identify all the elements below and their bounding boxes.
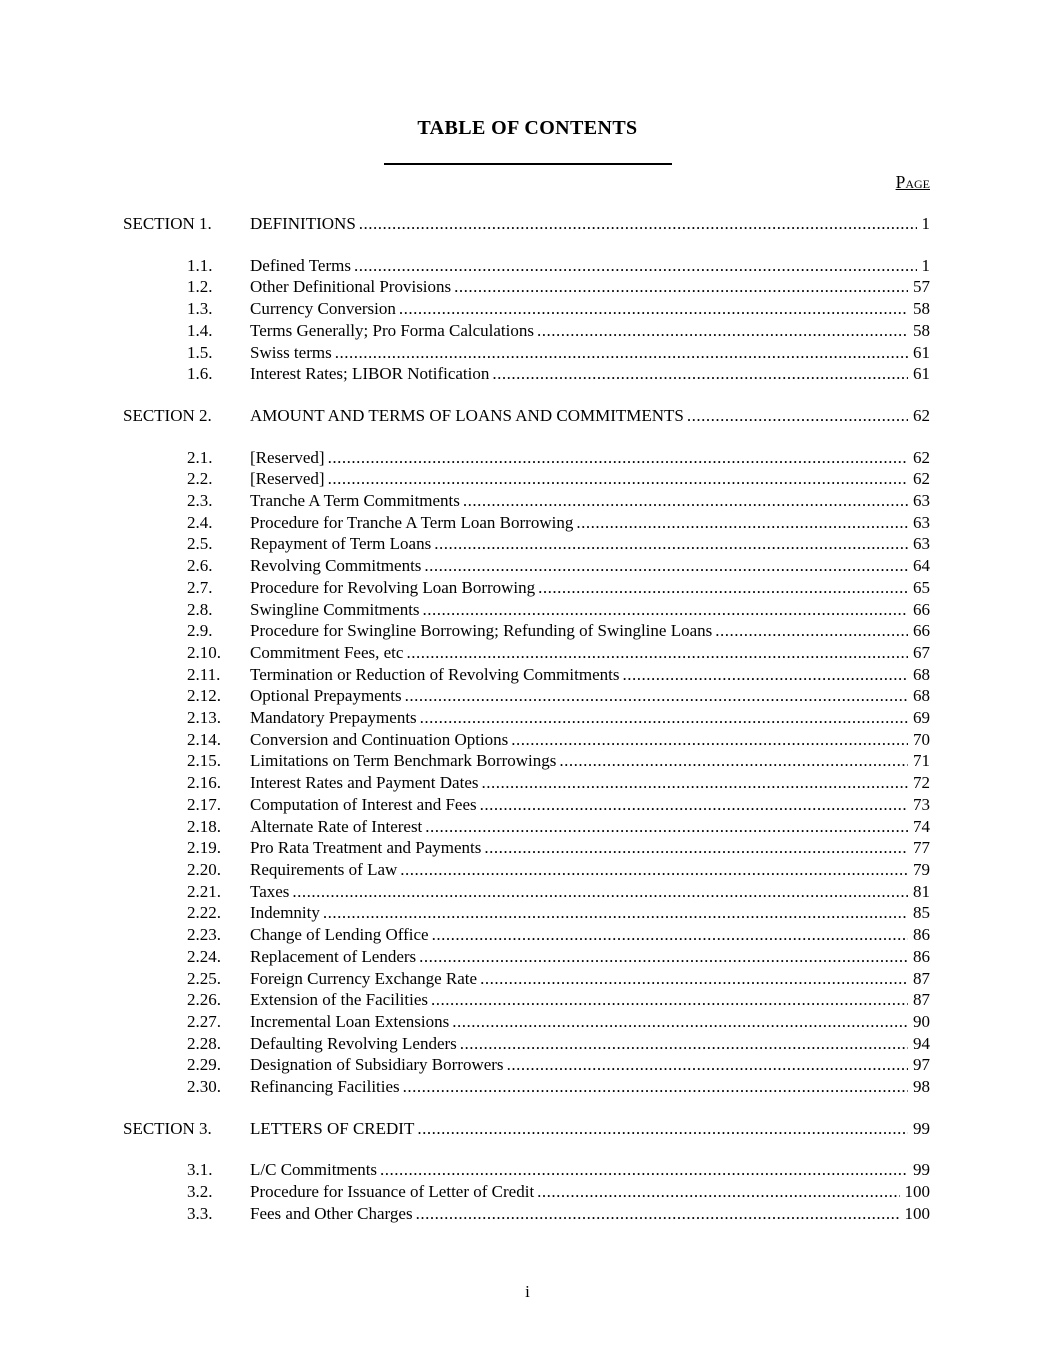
item-page-number: 57 <box>913 277 930 297</box>
dot-leader <box>396 298 908 320</box>
toc-item-row <box>123 1203 930 1225</box>
dot-leader <box>403 642 908 664</box>
toc-item-row <box>123 363 930 385</box>
toc-section-row <box>123 405 930 427</box>
toc-item-row <box>123 320 930 342</box>
dot-leader <box>332 342 908 364</box>
item-page-number: 66 <box>913 599 930 619</box>
item-page-number: 62 <box>913 469 930 489</box>
dot-leader <box>428 989 908 1011</box>
toc-item-row <box>123 859 930 881</box>
item-title: Terms Generally; Pro Forma Calculations <box>250 320 534 340</box>
toc-item-row <box>123 729 930 751</box>
item-page-number: 97 <box>913 1055 930 1075</box>
dot-leader <box>422 816 908 838</box>
item-title: Interest Rates; LIBOR Notification <box>250 364 490 384</box>
toc-item-row <box>123 946 930 968</box>
item-title: Procedure for Tranche A Term Loan Borrowing <box>250 512 574 532</box>
section-label: SECTION 2. <box>123 405 212 425</box>
item-title: [Reserved] <box>250 447 325 467</box>
section-page-number: 62 <box>913 405 930 425</box>
item-page-number: 61 <box>913 342 930 362</box>
toc-item-row <box>123 707 930 729</box>
item-title: Indemnity <box>250 903 320 923</box>
section-label: SECTION 1. <box>123 214 212 233</box>
toc-item-row <box>123 1011 930 1033</box>
item-number: 2.2. <box>187 469 213 489</box>
dot-leader <box>619 664 908 686</box>
item-number: 2.30. <box>187 1077 221 1097</box>
item-page-number: 81 <box>913 881 930 901</box>
dot-leader <box>351 255 917 277</box>
item-number: 1.3. <box>187 299 213 319</box>
item-title: Fees and Other Charges <box>250 1203 413 1223</box>
item-title: Revolving Commitments <box>250 556 422 576</box>
dot-leader <box>684 405 908 427</box>
item-title: Change of Lending Office <box>250 925 429 945</box>
item-page-number: 74 <box>913 816 930 836</box>
toc-item-row <box>123 1033 930 1055</box>
dot-leader <box>429 924 908 946</box>
item-title: Extension of the Facilities <box>250 990 428 1010</box>
item-number: 2.1. <box>187 447 213 467</box>
toc-item-row <box>123 490 930 512</box>
item-page-number: 87 <box>913 968 930 988</box>
item-number: 2.6. <box>187 556 213 576</box>
item-number: 2.21. <box>187 881 221 901</box>
item-title: Designation of Subsidiary Borrowers <box>250 1055 504 1075</box>
dot-leader <box>416 946 908 968</box>
toc-item-row <box>123 794 930 816</box>
toc-item-row <box>123 599 930 621</box>
toc-item-row <box>123 772 930 794</box>
item-title: Alternate Rate of Interest <box>250 816 423 836</box>
toc-item-row <box>123 750 930 772</box>
item-page-number: 72 <box>913 773 930 793</box>
dot-leader <box>489 363 908 385</box>
item-number: 2.19. <box>187 838 221 858</box>
item-number: 2.28. <box>187 1033 221 1053</box>
item-number: 2.18. <box>187 816 221 836</box>
dot-leader <box>325 468 908 490</box>
item-page-number: 65 <box>913 577 930 597</box>
toc-item-row <box>123 837 930 859</box>
toc <box>123 213 930 1225</box>
dot-leader <box>457 1033 908 1055</box>
item-number: 3.2. <box>187 1182 213 1202</box>
dot-leader <box>508 729 908 751</box>
item-title: Other Definitional Provisions <box>250 277 452 297</box>
dot-leader <box>325 447 908 469</box>
item-page-number: 69 <box>913 708 930 728</box>
section-title: LETTERS OF CREDIT <box>250 1118 415 1138</box>
item-page-number: 63 <box>913 491 930 511</box>
dot-leader <box>402 685 908 707</box>
item-page-number: 86 <box>913 925 930 945</box>
section-title: AMOUNT AND TERMS OF LOANS AND COMMITMENTS <box>250 405 684 425</box>
item-number: 2.4. <box>187 512 213 532</box>
item-title: Procedure for Issuance of Letter of Credit <box>250 1182 535 1202</box>
dot-leader <box>449 1011 908 1033</box>
item-page-number: 99 <box>913 1160 930 1180</box>
item-page-number: 1 <box>921 255 930 275</box>
item-title: Currency Conversion <box>250 299 396 319</box>
toc-item-row <box>123 468 930 490</box>
item-number: 2.23. <box>187 925 221 945</box>
item-page-number: 73 <box>913 794 930 814</box>
dot-leader <box>481 837 908 859</box>
footer-page-number: i <box>525 1282 530 1301</box>
toc-section-row <box>123 1118 930 1140</box>
item-page-number: 58 <box>913 320 930 340</box>
item-title: Interest Rates and Payment Dates <box>250 773 479 793</box>
item-number: 2.25. <box>187 968 221 988</box>
item-number: 3.3. <box>187 1203 213 1223</box>
item-page-number: 86 <box>913 946 930 966</box>
title-underline-rule <box>384 163 672 165</box>
dot-leader <box>534 1181 899 1203</box>
toc-item-row <box>123 447 930 469</box>
item-title: Defaulting Revolving Lenders <box>250 1033 457 1053</box>
item-page-number: 94 <box>913 1033 930 1053</box>
item-number: 2.13. <box>187 708 221 728</box>
item-page-number: 62 <box>913 447 930 467</box>
item-page-number: 85 <box>913 903 930 923</box>
item-title: Swiss terms <box>250 342 332 362</box>
toc-item-row <box>123 342 930 364</box>
toc-item-row <box>123 1054 930 1076</box>
dot-leader <box>477 968 908 990</box>
dot-leader <box>431 533 908 555</box>
item-number: 2.27. <box>187 1011 221 1031</box>
item-number: 1.4. <box>187 320 213 340</box>
item-title: Requirements of Law <box>250 859 398 879</box>
toc-item-row <box>123 816 930 838</box>
toc-item-row <box>123 1181 930 1203</box>
item-number: 1.6. <box>187 364 213 384</box>
toc-item-row <box>123 620 930 642</box>
item-number: 2.17. <box>187 794 221 814</box>
item-page-number: 79 <box>913 859 930 879</box>
item-number: 2.20. <box>187 859 221 879</box>
item-page-number: 64 <box>913 556 930 576</box>
item-title: Pro Rata Treatment and Payments <box>250 838 482 858</box>
toc-item-row <box>123 276 930 298</box>
item-title: Foreign Currency Exchange Rate <box>250 968 478 988</box>
toc-item-row <box>123 685 930 707</box>
page-column-label: Page <box>895 172 930 192</box>
item-title: Optional Prepayments <box>250 686 402 706</box>
dot-leader <box>400 1076 908 1098</box>
toc-item-row <box>123 298 930 320</box>
toc-item-row <box>123 968 930 990</box>
toc-item-row <box>123 555 930 577</box>
item-page-number: 67 <box>913 642 930 662</box>
dot-leader <box>573 512 908 534</box>
item-number: 1.1. <box>187 255 213 275</box>
dot-leader <box>320 902 908 924</box>
item-page-number: 58 <box>913 299 930 319</box>
dot-leader <box>479 772 909 794</box>
item-page-number: 71 <box>913 751 930 771</box>
item-title: L/C Commitments <box>250 1160 378 1180</box>
toc-item-row <box>123 1076 930 1098</box>
item-number: 2.16. <box>187 773 221 793</box>
item-number: 2.24. <box>187 946 221 966</box>
page-column-header <box>0 172 930 193</box>
item-number: 2.15. <box>187 751 221 771</box>
toc-item-row <box>123 533 930 555</box>
item-title: Incremental Loan Extensions <box>250 1011 450 1031</box>
section-title: DEFINITIONS <box>250 214 356 233</box>
toc-section-row <box>123 213 930 235</box>
item-title: Procedure for Revolving Loan Borrowing <box>250 577 536 597</box>
item-page-number: 63 <box>913 512 930 532</box>
dot-leader <box>504 1054 908 1076</box>
toc-item-row <box>123 881 930 903</box>
dot-leader <box>712 620 908 642</box>
item-number: 2.14. <box>187 729 221 749</box>
item-page-number: 61 <box>913 364 930 384</box>
item-title: Mandatory Prepayments <box>250 708 417 728</box>
item-page-number: 98 <box>913 1077 930 1097</box>
item-page-number: 87 <box>913 990 930 1010</box>
item-title: Repayment of Term Loans <box>250 534 432 554</box>
item-title: Defined Terms <box>250 255 351 275</box>
item-title: Conversion and Continuation Options <box>250 729 509 749</box>
item-number: 3.1. <box>187 1160 213 1180</box>
toc-item-row <box>123 1159 930 1181</box>
item-number: 2.10. <box>187 642 221 662</box>
item-number: 2.29. <box>187 1055 221 1075</box>
dot-leader <box>289 881 908 903</box>
toc-item-row <box>123 902 930 924</box>
item-number: 2.22. <box>187 903 221 923</box>
item-title: Computation of Interest and Fees <box>250 794 477 814</box>
item-page-number: 68 <box>913 664 930 684</box>
item-page-number: 66 <box>913 621 930 641</box>
item-page-number: 70 <box>913 729 930 749</box>
toc-item-row <box>123 255 930 277</box>
item-title: Procedure for Swingline Borrowing; Refunding of Swingline Loans <box>250 621 713 641</box>
item-number: 2.3. <box>187 491 213 511</box>
item-number: 1.5. <box>187 342 213 362</box>
dot-leader <box>477 794 908 816</box>
item-page-number: 63 <box>913 534 930 554</box>
page-title: TABLE OF CONTENTS <box>417 117 638 139</box>
item-number: 2.9. <box>187 621 213 641</box>
item-title: Tranche A Term Commitments <box>250 491 460 511</box>
item-title: Replacement of Lenders <box>250 946 417 966</box>
dot-leader <box>413 1203 900 1225</box>
item-page-number: 90 <box>913 1011 930 1031</box>
dot-leader <box>414 1118 908 1140</box>
item-number: 1.2. <box>187 277 213 297</box>
item-page-number: 100 <box>904 1182 930 1202</box>
item-page-number: 100 <box>904 1203 930 1223</box>
item-number: 2.5. <box>187 534 213 554</box>
dot-leader <box>535 577 908 599</box>
item-page-number: 68 <box>913 686 930 706</box>
dot-leader <box>417 707 908 729</box>
dot-leader <box>534 320 908 342</box>
item-title: Refinancing Facilities <box>250 1077 400 1097</box>
dot-leader <box>421 555 908 577</box>
dot-leader <box>556 750 908 772</box>
toc-item-row <box>123 577 930 599</box>
dot-leader <box>420 599 908 621</box>
item-title: Swingline Commitments <box>250 599 420 619</box>
item-number: 2.12. <box>187 686 221 706</box>
toc-item-row <box>123 512 930 534</box>
dot-leader <box>397 859 908 881</box>
item-number: 2.7. <box>187 577 213 597</box>
dot-leader <box>451 276 908 298</box>
section-page-number: 1 <box>921 214 930 233</box>
item-title: Limitations on Term Benchmark Borrowings <box>250 751 557 771</box>
toc-item-row <box>123 664 930 686</box>
dot-leader <box>377 1159 908 1181</box>
item-title: Taxes <box>250 881 290 901</box>
section-page-number: 99 <box>913 1118 930 1138</box>
toc-item-row <box>123 924 930 946</box>
dot-leader <box>356 213 917 235</box>
dot-leader <box>460 490 908 512</box>
item-number: 2.11. <box>187 664 221 684</box>
item-number: 2.26. <box>187 990 221 1010</box>
item-title: Commitment Fees, etc <box>250 642 404 662</box>
toc-item-row <box>123 642 930 664</box>
item-number: 2.8. <box>187 599 213 619</box>
item-title: Termination or Reduction of Revolving Commitments <box>250 664 620 684</box>
item-title: [Reserved] <box>250 469 325 489</box>
toc-item-row <box>123 989 930 1011</box>
section-label: SECTION 3. <box>123 1118 212 1138</box>
item-page-number: 77 <box>913 838 930 858</box>
